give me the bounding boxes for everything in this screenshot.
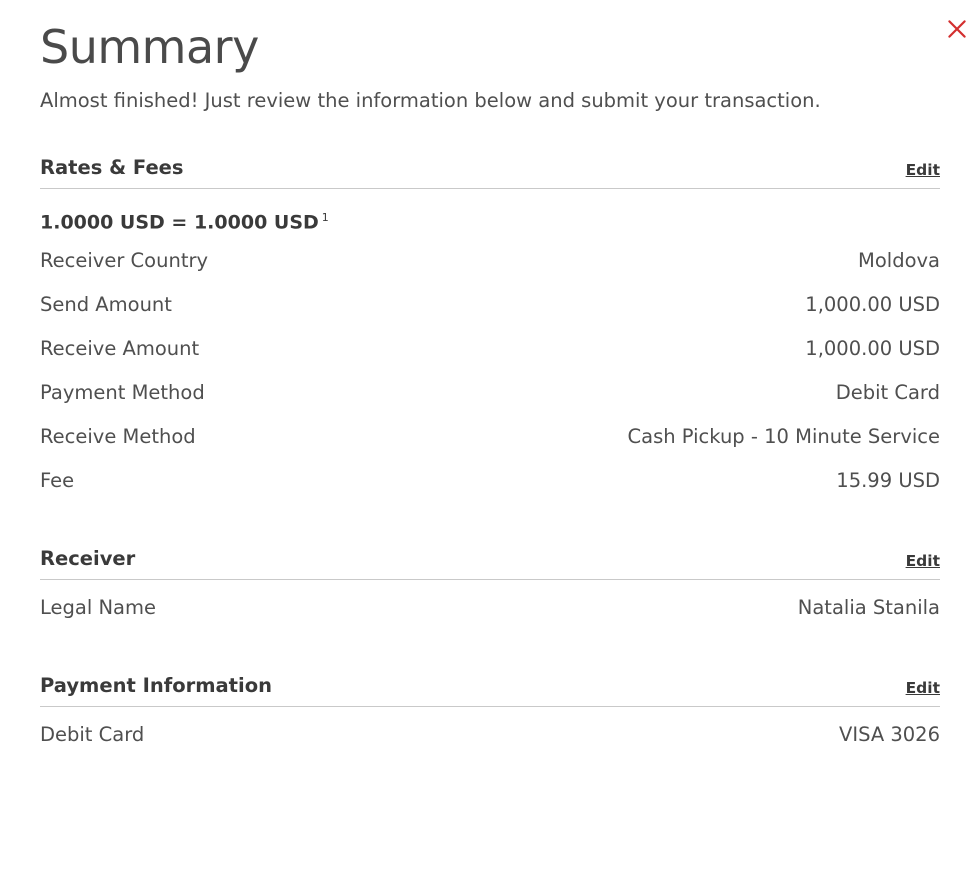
- row-value: Natalia Stanila: [797, 596, 940, 620]
- table-row: [40, 327, 940, 371]
- row-value: 1,000.00 USD: [805, 337, 940, 361]
- table-row: [40, 371, 940, 415]
- exchange-rate-footnote: 1: [321, 210, 329, 224]
- row-label: Legal Name: [40, 596, 156, 620]
- close-icon[interactable]: [940, 12, 974, 46]
- table-row: [40, 713, 940, 757]
- section-title-rates-fees: Rates & Fees: [40, 155, 184, 179]
- section-title-payment-information: Payment Information: [40, 673, 272, 697]
- table-row: [40, 459, 940, 503]
- summary-page: [0, 22, 980, 881]
- page-subtitle: Almost finished! Just review the information below and submit your transaction.: [40, 88, 821, 112]
- row-label: Receive Method: [40, 425, 196, 449]
- section-header-rates-fees: [40, 156, 940, 189]
- row-label: Receiver Country: [40, 249, 209, 273]
- row-value: 15.99 USD: [836, 469, 940, 493]
- table-row: [40, 239, 940, 283]
- row-label: Receive Amount: [40, 337, 200, 361]
- table-row: [40, 283, 940, 327]
- row-value: Debit Card: [835, 381, 940, 405]
- row-value: Cash Pickup - 10 Minute Service: [627, 425, 940, 449]
- row-value: 1,000.00 USD: [805, 293, 940, 317]
- row-value: Moldova: [858, 249, 940, 273]
- table-row: [40, 586, 940, 630]
- page-title: Summary: [40, 20, 259, 74]
- row-label: Send Amount: [40, 293, 172, 317]
- row-label: Fee: [40, 469, 75, 493]
- edit-payment-information-link[interactable]: Edit: [905, 678, 940, 697]
- close-icon-glyph: [946, 16, 968, 42]
- section-header-receiver: [40, 547, 940, 580]
- exchange-rate-text: 1.0000 USD = 1.0000 USD: [40, 210, 319, 233]
- edit-rates-fees-link[interactable]: Edit: [905, 160, 940, 179]
- exchange-rate-line: [40, 211, 944, 233]
- row-label: Payment Method: [40, 381, 205, 405]
- section-title-receiver: Receiver: [40, 546, 136, 570]
- edit-receiver-link[interactable]: Edit: [905, 551, 940, 570]
- table-row: [40, 415, 940, 459]
- row-value: VISA 3026: [839, 723, 940, 747]
- section-header-payment-information: [40, 674, 940, 707]
- row-label: Debit Card: [40, 723, 145, 747]
